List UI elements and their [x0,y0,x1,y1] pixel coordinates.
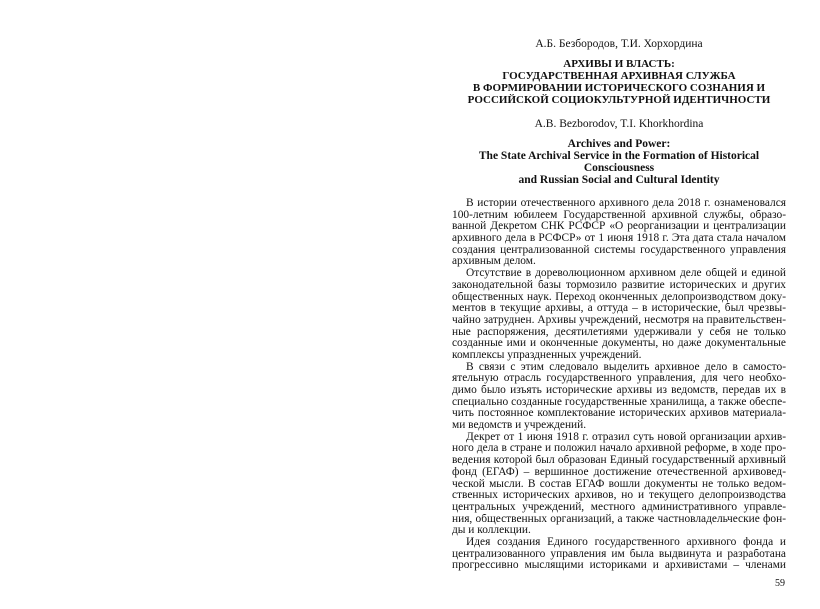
body-line: создания централизованной системы государственного управления [452,244,786,256]
body-line: централизованного управления им была выдвинута и разработана [452,548,786,560]
body-line: Декрет от 1 июня 1918 г. отразил суть новой организации архив- [466,431,786,443]
body-line: прогрессивно мыслящими историками и архивистами – членами [452,560,786,572]
body-line: чить постоянное комплектование исторических архивов материала- [452,408,786,420]
body-line: фонд (ЕГАФ) – вершинное достижение отечественной архивовед- [452,466,786,478]
body-line: созданные ими и оконченные документы, но даже документальные [452,338,786,350]
body-line: чайно затруднен. Архивы учреждений, несмотря на правительствен- [452,314,786,326]
title-en-line: Archives and Power: [567,138,671,150]
body-line: законодательной базы тормозило развитие исторических и других [452,279,786,291]
title-ru-line: В ФОРМИРОВАНИИ ИСТОРИЧЕСКОГО СОЗНАНИЯ И [472,82,766,94]
body-line: В истории отечественного архивного дела 2018 г. ознаменовался [466,198,786,209]
article-page [452,0,786,609]
page-number: 59 [775,578,785,589]
body-line: центральных учреждений, местного административного управле- [452,501,786,513]
body-line: ные распоряжения, десятилетиями удерживали у себя не только [452,326,786,338]
body-line: архивным делом. [452,256,536,268]
title-ru [452,58,786,106]
body-line: ды и коллекции. [452,525,531,537]
authors-ru: А.Б. Безбородов, Т.И. Хорхордина [535,38,703,50]
body-line: общественных наук. Переход оконченных делопроизводством доку- [452,291,786,303]
body-line: ственных исторических архивов, но и текущего делопроизводства [452,490,786,502]
body-line: ведения которой был образован Единый государственный архивный [452,455,786,467]
body-line: комплексы упраздненных учреждений. [452,349,642,361]
body-line: ми ведомств и учреждений. [452,420,587,432]
authors-en: A.B. Bezborodov, T.I. Khorkhordina [534,118,704,130]
title-en-line: and Russian Social and Cultural Identity [518,174,720,186]
title-ru-line: РОССИЙСКОЙ СОЦИОКУЛЬТУРНОЙ ИДЕНТИЧНОСТИ [467,94,771,106]
title-en-line: Consciousness [583,162,655,174]
body-line: 100-летним юбилеем Государственной архивной службы, образо- [452,209,786,221]
body-line: димо было изъять исторические архивы из ведомств, передав их в [452,385,786,396]
body-line: архивного дела в РСФСР» от 1 июня 1918 г. Эта дата стала началом [452,233,786,245]
title-ru-line: ГОСУДАРСТВЕННАЯ АРХИВНАЯ СЛУЖБА [502,70,736,82]
body-line: ванной Декретом СНК РСФСР «О реорганизации и централизации [452,221,786,233]
body-line: В связи с этим следовало выделить архивное дело в самосто- [466,361,786,373]
body-line: специально созданные государственные хранилища, а также обеспе- [452,396,786,408]
article-body [452,198,786,572]
title-en-line: The State Archival Service in the Formation of Historical [478,150,760,162]
body-line: ния, общественных организаций, а также частновладельческие фон- [452,513,786,525]
body-line: Идея создания Единого государственного архивного фонда и [466,536,786,548]
body-line: ментов в текущие архивы, а оттуда – в исторические, был чрезвы- [452,303,786,315]
body-line: ятельную отрасль государственного управления, для чего необхо- [452,373,786,385]
body-line: ного дела в стране и положил начало архивной реформе, в ходе про- [452,443,786,455]
title-ru-line: АРХИВЫ И ВЛАСТЬ: [563,58,675,70]
title-en [452,138,786,186]
body-line: Отсутствие в дореволюционном архивном деле общей и единой [466,268,786,280]
body-line: ческой мысли. В состав ЕГАФ вошли документы не только ведом- [452,478,786,490]
